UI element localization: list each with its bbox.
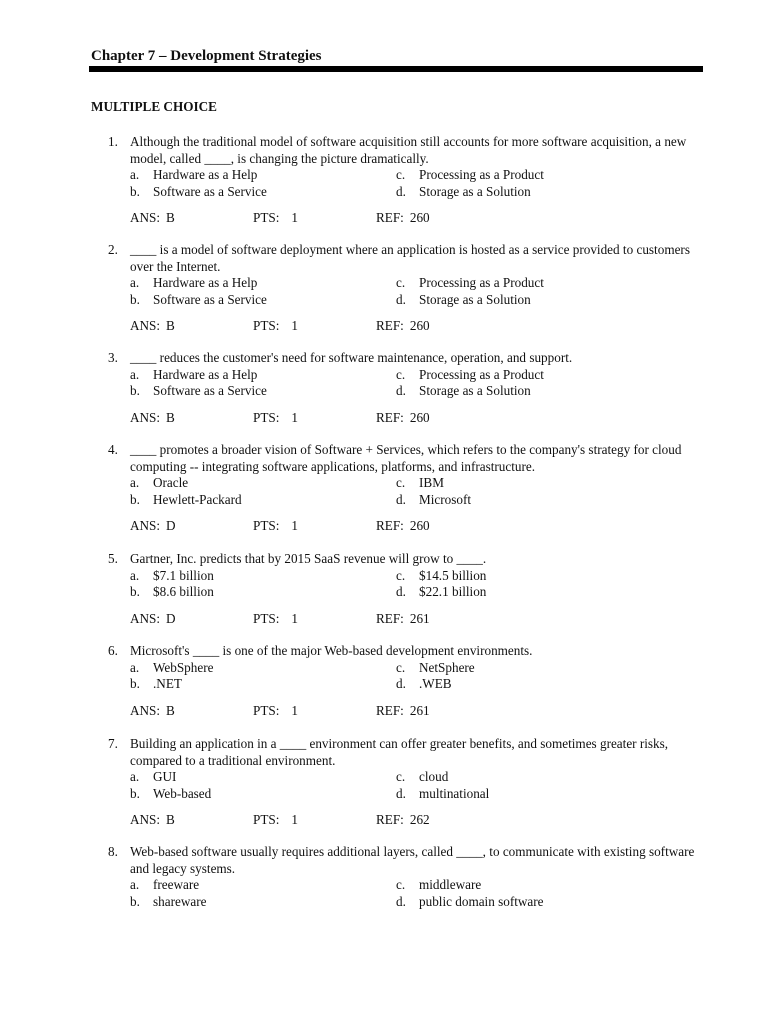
points-value (253, 611, 298, 628)
option-text: IBM (419, 475, 444, 490)
option-text: Storage as a Solution (419, 183, 531, 199)
option-text: Hewlett-Packard (153, 491, 242, 507)
option-text: Web-based (153, 785, 212, 801)
question-stem: Web-based software usually requires additional layers, called ____, to communicate with existing software and legacy systems. (130, 844, 695, 876)
option-text: Hardware as a Help (153, 366, 258, 382)
page-reference-value: 262 (409, 812, 430, 827)
chapter-title: Chapter 7 – Development Strategies (91, 48, 322, 64)
answer-key-value: B (166, 812, 175, 827)
answer-key-value: B (166, 702, 175, 718)
option-letter: c. (396, 475, 406, 490)
option-letter: c. (396, 769, 406, 784)
points-value-label: PTS: (253, 518, 280, 533)
points-value (253, 318, 298, 335)
option-text: Software as a Service (153, 183, 267, 199)
question-number: 2. (108, 242, 118, 257)
answer-key (130, 812, 175, 829)
page-reference-label: REF: (376, 318, 404, 333)
page-reference-label: REF: (376, 210, 404, 225)
answer-key-value: D (166, 518, 176, 533)
points-value (253, 703, 298, 720)
answer-key (130, 518, 176, 535)
option-letter: d. (396, 676, 406, 691)
points-value-value: 1 (291, 409, 298, 425)
option-letter: c. (396, 567, 406, 583)
option-letter: d. (396, 491, 406, 507)
option-letter: b. (130, 893, 140, 909)
question-number: 4. (108, 442, 118, 457)
option-letter: b. (130, 491, 140, 507)
option-text: Software as a Service (153, 291, 267, 307)
option-letter: c. (396, 659, 406, 675)
points-value-label: PTS: (253, 210, 280, 225)
points-value-label: PTS: (253, 318, 280, 333)
option-text: public domain software (419, 893, 544, 909)
option-letter: a. (130, 366, 140, 382)
option-text: Processing as a Product (419, 167, 544, 182)
option-text: $7.1 billion (153, 567, 214, 583)
option-letter: d. (396, 183, 406, 199)
option-letter: c. (396, 366, 406, 382)
option-letter: a. (130, 769, 140, 784)
option-letter: d. (396, 893, 406, 909)
option-letter: a. (130, 567, 140, 583)
option-letter: b. (130, 183, 140, 199)
option-text: freeware (153, 877, 200, 892)
answer-key-value: B (166, 409, 175, 425)
option-letter: c. (396, 167, 406, 182)
question-stem: Building an application in a ____ environment can offer greater benefits, and sometimes greater risks, compared to a traditional environment. (130, 736, 669, 768)
question-number: 8. (108, 844, 118, 859)
page-reference-label: REF: (376, 702, 404, 718)
points-value (253, 518, 298, 535)
points-value (253, 410, 298, 427)
points-value (253, 812, 298, 829)
answer-key-label: ANS: (130, 409, 161, 425)
option-letter: d. (396, 383, 406, 398)
question-number: 6. (108, 643, 118, 658)
answer-key-value: B (166, 318, 175, 333)
page-reference-value: 261 (409, 702, 430, 718)
answer-key-label: ANS: (130, 210, 161, 225)
page-reference-value: 260 (409, 210, 430, 225)
points-value-label: PTS: (253, 812, 280, 827)
page-reference-label: REF: (376, 610, 404, 626)
title-rule (89, 66, 703, 72)
page-reference (376, 703, 430, 720)
page-reference (376, 410, 430, 427)
page-reference-label: REF: (376, 518, 404, 533)
points-value-label: PTS: (253, 409, 280, 425)
option-text: .WEB (419, 676, 452, 691)
option-letter: c. (396, 877, 406, 892)
points-value-value: 1 (291, 210, 298, 225)
page-reference (376, 518, 430, 535)
page-reference (376, 318, 430, 335)
option-text: Storage as a Solution (419, 291, 531, 307)
option-letter: b. (130, 291, 140, 307)
option-text: Hardware as a Help (153, 275, 258, 290)
question-number: 3. (108, 350, 118, 365)
option-text: Software as a Service (153, 383, 267, 398)
answer-key (130, 703, 175, 720)
answer-key (130, 318, 175, 335)
option-text: $14.5 billion (419, 567, 487, 583)
page-reference (376, 210, 430, 227)
option-text: WebSphere (153, 659, 214, 675)
points-value-value: 1 (291, 318, 298, 333)
option-text: shareware (153, 893, 207, 909)
option-text: Oracle (153, 475, 189, 490)
points-value (253, 210, 298, 227)
page-reference-value: 260 (409, 318, 430, 333)
option-text: middleware (419, 877, 482, 892)
page-reference-label: REF: (376, 812, 404, 827)
question-stem: ____ is a model of software deployment where an application is hosted as a service provided to customers over the Internet. (130, 242, 690, 274)
answer-key-label: ANS: (130, 812, 161, 827)
question-stem: ____ reduces the customer's need for software maintenance, operation, and support. (130, 350, 573, 365)
option-text: cloud (419, 769, 449, 784)
option-text: GUI (153, 769, 177, 784)
answer-key (130, 410, 175, 427)
points-value-value: 1 (291, 812, 298, 827)
points-value-value: 1 (291, 518, 298, 533)
option-letter: a. (130, 659, 140, 675)
option-text: Microsoft (419, 491, 472, 507)
option-letter: b. (130, 383, 140, 398)
page-reference-label: REF: (376, 409, 404, 425)
points-value-label: PTS: (253, 702, 280, 718)
option-letter: a. (130, 475, 140, 490)
question-number: 1. (108, 134, 118, 149)
option-text: $22.1 billion (419, 584, 487, 599)
option-text: Processing as a Product (419, 275, 544, 290)
option-letter: b. (130, 785, 140, 801)
option-letter: a. (130, 167, 140, 182)
answer-key (130, 611, 176, 628)
answer-key-label: ANS: (130, 702, 161, 718)
option-text: NetSphere (419, 659, 475, 675)
option-letter: c. (396, 275, 406, 290)
question-stem: Microsoft's ____ is one of the major Web-based development environments. (130, 643, 533, 658)
answer-key-value: B (166, 210, 175, 225)
points-value-value: 1 (291, 610, 298, 626)
answer-key-label: ANS: (130, 610, 161, 626)
page-reference (376, 611, 430, 628)
points-value-label: PTS: (253, 610, 280, 626)
option-text: Hardware as a Help (153, 167, 258, 182)
page-reference (376, 812, 430, 829)
answer-key-label: ANS: (130, 518, 161, 533)
option-text: Storage as a Solution (419, 383, 531, 398)
question-stem: ____ promotes a broader vision of Software + Services, which refers to the company's strategy for cloud computing -- integrating software applications, platforms, and infrastructure. (130, 442, 682, 474)
option-letter: d. (396, 291, 406, 307)
question-number: 5. (108, 551, 118, 566)
answer-key (130, 210, 175, 227)
option-letter: a. (130, 877, 140, 892)
option-text: multinational (419, 785, 490, 801)
option-letter: d. (396, 785, 406, 801)
answer-key-value: D (166, 610, 176, 626)
option-text: $8.6 billion (153, 584, 214, 599)
answer-key-label: ANS: (130, 318, 161, 333)
page-reference-value: 260 (409, 518, 430, 533)
question-stem: Although the traditional model of software acquisition still accounts for more software acquisition, a new model, called ____, is changing the picture dramatically. (130, 134, 687, 166)
section-heading: MULTIPLE CHOICE (91, 99, 217, 114)
option-letter: a. (130, 275, 140, 290)
page-reference-value: 261 (409, 610, 430, 626)
option-text: Processing as a Product (419, 366, 544, 382)
option-text: .NET (153, 676, 182, 691)
question-stem: Gartner, Inc. predicts that by 2015 SaaS revenue will grow to ____. (130, 551, 487, 566)
points-value-value: 1 (291, 702, 298, 718)
page-reference-value: 260 (409, 409, 430, 425)
option-letter: d. (396, 584, 406, 599)
question-number: 7. (108, 736, 118, 751)
option-letter: b. (130, 676, 140, 691)
option-letter: b. (130, 584, 140, 599)
